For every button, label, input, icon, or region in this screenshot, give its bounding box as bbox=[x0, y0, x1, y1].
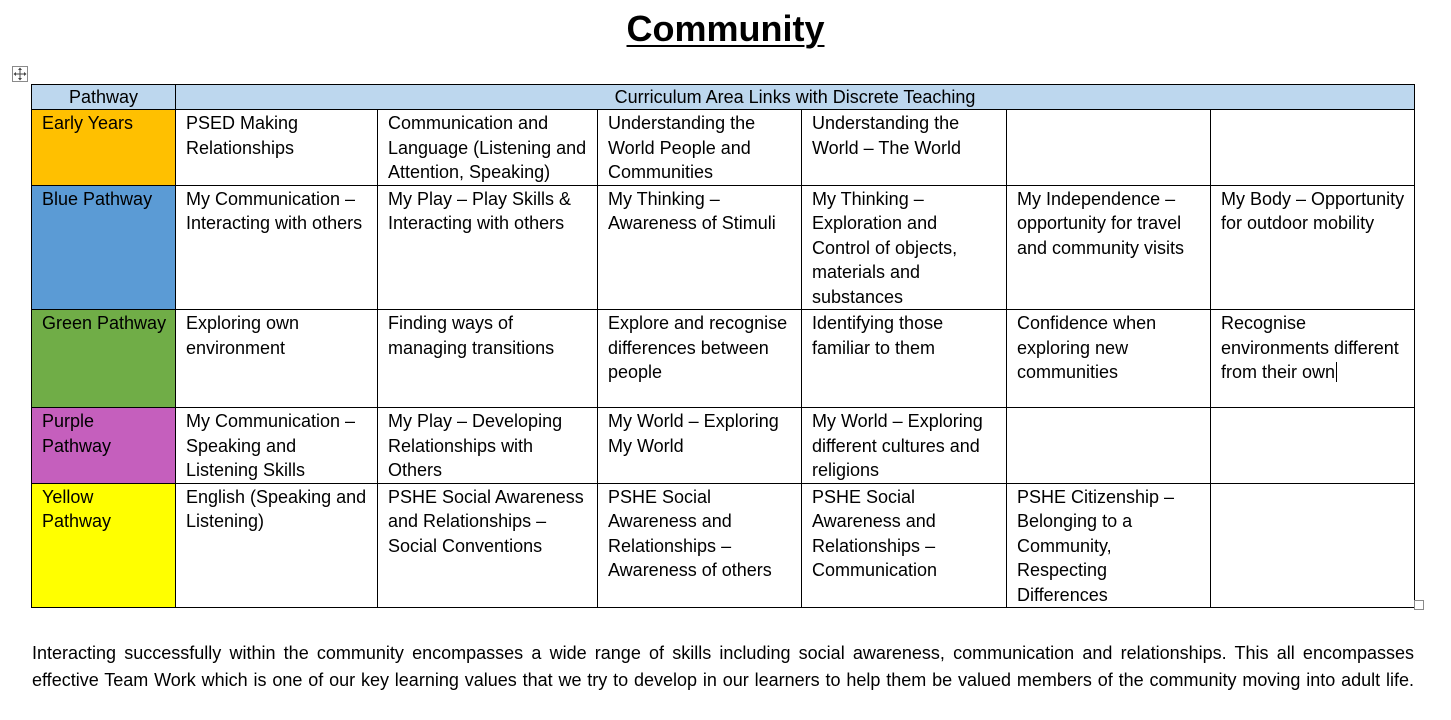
table-cell[interactable]: Exploring own environment bbox=[176, 310, 378, 408]
table-row bbox=[32, 483, 1415, 608]
table-cell[interactable] bbox=[1211, 110, 1415, 186]
table-cell[interactable]: English (Speaking and Listening) bbox=[176, 483, 378, 608]
body-paragraph bbox=[32, 640, 1414, 694]
table-cell[interactable] bbox=[1007, 408, 1211, 484]
table-row bbox=[32, 310, 1415, 408]
table-cell[interactable]: My Body – Opportunity for outdoor mobility bbox=[1211, 185, 1415, 310]
header-curriculum[interactable]: Curriculum Area Links with Discrete Teaching bbox=[176, 85, 1415, 110]
table-cell[interactable]: Confidence when exploring new communities bbox=[1007, 310, 1211, 408]
table-cell[interactable]: Explore and recognise differences between people bbox=[598, 310, 802, 408]
table-row bbox=[32, 185, 1415, 310]
curriculum-table bbox=[31, 84, 1415, 608]
table-cell[interactable] bbox=[1211, 310, 1415, 408]
table-cell[interactable]: PSHE Social Awareness and Relationships – Social Conventions bbox=[378, 483, 598, 608]
table-cell[interactable]: My World – Exploring different cultures and religions bbox=[802, 408, 1007, 484]
table-cell[interactable] bbox=[1211, 408, 1415, 484]
table-move-handle-icon[interactable] bbox=[12, 66, 28, 82]
table-row bbox=[32, 110, 1415, 186]
header-pathway[interactable]: Pathway bbox=[32, 85, 176, 110]
table-cell[interactable]: Understanding the World – The World bbox=[802, 110, 1007, 186]
table-cell[interactable]: PSHE Social Awareness and Relationships – Awareness of others bbox=[598, 483, 802, 608]
table-cell[interactable] bbox=[1211, 483, 1415, 608]
table-cell[interactable]: PSHE Citizenship – Belonging to a Community, Respecting Differences bbox=[1007, 483, 1211, 608]
paragraph-line: effective Team Work which is one of our key learning values that we try to develop in our learners to help them be valued members of the community moving into adult life. bbox=[32, 670, 1414, 690]
table-cell[interactable]: My World – Exploring My World bbox=[598, 408, 802, 484]
pathway-yellow[interactable]: Yellow Pathway bbox=[32, 483, 176, 608]
table-cell[interactable]: My Thinking – Awareness of Stimuli bbox=[598, 185, 802, 310]
table-cell[interactable]: My Communication – Speaking and Listening Skills bbox=[176, 408, 378, 484]
table-cell[interactable]: PSHE Social Awareness and Relationships – Communication bbox=[802, 483, 1007, 608]
table-cell[interactable]: Understanding the World People and Communities bbox=[598, 110, 802, 186]
text-cursor bbox=[1336, 362, 1337, 382]
table-resize-handle[interactable] bbox=[1414, 600, 1424, 610]
table-header-row bbox=[32, 85, 1415, 110]
document-title: Community bbox=[626, 8, 825, 49]
table-cell[interactable]: PSED Making Relationships bbox=[176, 110, 378, 186]
table-cell[interactable]: My Independence – opportunity for travel and community visits bbox=[1007, 185, 1211, 310]
table-cell[interactable]: Identifying those familiar to them bbox=[802, 310, 1007, 408]
pathway-blue[interactable]: Blue Pathway bbox=[32, 185, 176, 310]
table-cell[interactable]: My Communication – Interacting with others bbox=[176, 185, 378, 310]
table-cell[interactable]: My Play – Developing Relationships with Others bbox=[378, 408, 598, 484]
table-cell[interactable] bbox=[1007, 110, 1211, 186]
paragraph-line: Interacting successfully within the community encompasses a wide range of skills including social awareness, communication and relationships. This all encompasses bbox=[32, 643, 1414, 663]
table-row bbox=[32, 408, 1415, 484]
table-cell[interactable]: My Play – Play Skills & Interacting with others bbox=[378, 185, 598, 310]
pathway-purple[interactable]: Purple Pathway bbox=[32, 408, 176, 484]
table-cell[interactable]: Communication and Language (Listening and Attention, Speaking) bbox=[378, 110, 598, 186]
table-cell[interactable]: My Thinking – Exploration and Control of objects, materials and substances bbox=[802, 185, 1007, 310]
pathway-green[interactable]: Green Pathway bbox=[32, 310, 176, 408]
cell-text: Recognise environments different from their own bbox=[1221, 313, 1399, 382]
pathway-early-years[interactable]: Early Years bbox=[32, 110, 176, 186]
table-cell[interactable]: Finding ways of managing transitions bbox=[378, 310, 598, 408]
